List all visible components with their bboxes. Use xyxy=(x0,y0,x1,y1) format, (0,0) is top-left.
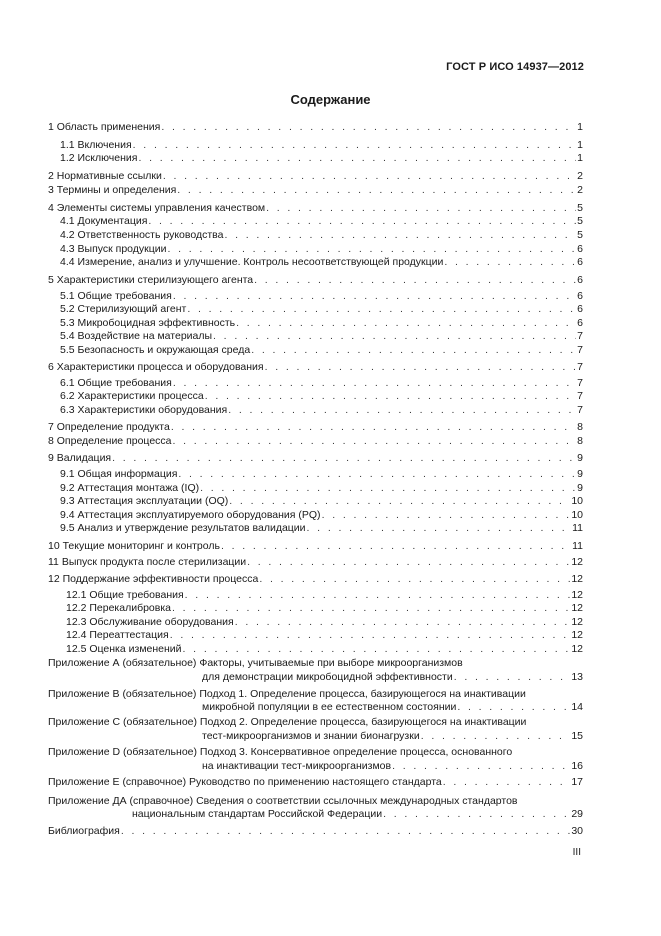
toc-entry-page: 12 xyxy=(571,643,583,655)
dot-leader xyxy=(138,152,576,165)
annex-prefix: Приложение D xyxy=(48,746,121,758)
dot-leader xyxy=(213,330,576,343)
annex-title-line1: (справочное) Сведения о соответствии ссылочных международных стандартов xyxy=(129,795,518,807)
toc-entry-page: 8 xyxy=(577,421,583,433)
toc-entry-page: 11 xyxy=(572,540,583,552)
annex-page: 13 xyxy=(571,671,583,683)
toc-entry[interactable] xyxy=(60,243,583,256)
annex-title-line2: на инактивации тест-микроорганизмов xyxy=(202,760,392,772)
toc-entry-page: 5 xyxy=(577,202,583,214)
toc-entry[interactable] xyxy=(48,202,583,215)
dot-leader xyxy=(307,522,572,535)
dot-leader xyxy=(173,435,577,448)
annex-title-line1: (обязательное) Подход 2. Определение процесса, базирующегося на инактивации xyxy=(123,716,527,728)
toc-entry-label: 12.2 Перекалибровка xyxy=(66,602,172,614)
toc-entry-label: 7 Определение продукта xyxy=(48,421,170,433)
annex-title-line1: (обязательное) Факторы, учитываемые при выборе микроорганизмов xyxy=(122,657,463,669)
dot-leader xyxy=(178,468,576,481)
page-title: Содержание xyxy=(290,92,371,107)
toc-entry[interactable] xyxy=(60,229,583,242)
toc-entry-page: 7 xyxy=(577,344,583,356)
annex-prefix: Приложение Е xyxy=(48,776,120,788)
dot-leader xyxy=(177,184,576,197)
annex-page: 16 xyxy=(571,760,583,772)
annex-page: 15 xyxy=(571,730,583,742)
toc-entry-page: 9 xyxy=(577,468,583,480)
toc-entry[interactable] xyxy=(60,509,583,522)
toc-entry-label: 12 Поддержание эффективности процесса xyxy=(48,573,259,585)
annex-page: 17 xyxy=(571,776,583,788)
toc-entry-page: 8 xyxy=(577,435,583,447)
toc-entry[interactable] xyxy=(48,573,583,586)
toc-entry-label: 4.1 Документация xyxy=(60,215,148,227)
toc-entry[interactable] xyxy=(66,602,583,615)
annex-entry[interactable] xyxy=(48,795,583,808)
dot-leader xyxy=(187,303,576,316)
toc-entry-page: 7 xyxy=(577,390,583,402)
toc-entry[interactable] xyxy=(60,303,583,316)
dot-leader xyxy=(172,602,570,615)
dot-leader xyxy=(173,377,576,390)
dot-leader xyxy=(236,317,576,330)
annex-title-line2: тест-микроорганизмов и знании бионагрузки xyxy=(202,730,420,742)
toc-entry-label: 10 Текущие мониторинг и контроль xyxy=(48,540,220,552)
dot-leader xyxy=(265,361,577,374)
annex-page: 14 xyxy=(571,701,583,713)
toc-entry-label: 5.5 Безопасность и окружающая среда xyxy=(60,344,251,356)
dot-leader xyxy=(205,390,576,403)
annex-title-line2: для демонстрации микробоцидной эффективности xyxy=(202,671,453,683)
toc-entry[interactable] xyxy=(48,556,583,569)
toc-entry-page: 9 xyxy=(577,482,583,494)
dot-leader xyxy=(183,643,571,656)
annex-entry[interactable] xyxy=(48,657,583,670)
annex-entry-continuation[interactable] xyxy=(202,760,583,773)
annex-prefix: Приложение ДА xyxy=(48,795,127,807)
toc-entry-label: 4.4 Измерение, анализ и улучшение. Контроль несоответствующей продукции xyxy=(60,256,444,268)
dot-leader xyxy=(170,629,571,642)
toc-entry-page: 5 xyxy=(577,215,583,227)
dot-leader xyxy=(454,671,571,684)
toc-entry-label: 3 Термины и определения xyxy=(48,184,177,196)
dot-leader xyxy=(421,730,571,743)
toc-entry[interactable] xyxy=(48,274,583,287)
dot-leader xyxy=(457,701,570,714)
toc-entry-page: 1 xyxy=(577,121,583,133)
dot-leader xyxy=(266,202,576,215)
toc-entry-page: 12 xyxy=(571,556,583,568)
annex-entry[interactable] xyxy=(48,776,583,789)
toc-entry[interactable] xyxy=(60,495,583,508)
dot-leader xyxy=(200,482,576,495)
toc-entry-page: 7 xyxy=(577,361,583,373)
toc-entry-page: 5 xyxy=(577,229,583,241)
toc-entry-label: 6 Характеристики процесса и оборудования xyxy=(48,361,264,373)
toc-entry-label: 6.1 Общие требования xyxy=(60,377,172,389)
toc-entry-label: 5.4 Воздействие на материалы xyxy=(60,330,213,342)
annex-entry-continuation[interactable] xyxy=(202,701,583,714)
toc-entry-page: 7 xyxy=(577,377,583,389)
annex-entry[interactable] xyxy=(48,716,583,729)
dot-leader xyxy=(383,808,570,821)
dot-leader xyxy=(173,290,576,303)
toc-entry-label: 6.2 Характеристики процесса xyxy=(60,390,204,402)
toc-entry-page: 6 xyxy=(577,256,583,268)
toc-entry-label: 11 Выпуск продукта после стерилизации xyxy=(48,556,247,568)
page-number: III xyxy=(572,847,581,858)
toc-entry[interactable] xyxy=(60,330,583,343)
toc-entry-label: 4.3 Выпуск продукции xyxy=(60,243,167,255)
bibliography-entry[interactable] xyxy=(48,825,583,838)
dot-leader xyxy=(168,243,577,256)
annex-entry-continuation[interactable] xyxy=(132,808,583,821)
toc-entry-label: 5 Характеристики стерилизующего агента xyxy=(48,274,254,286)
dot-leader xyxy=(221,540,571,553)
toc-entry-page: 9 xyxy=(577,452,583,464)
toc-entry-page: 2 xyxy=(577,184,583,196)
toc-entry[interactable] xyxy=(60,139,583,152)
dot-leader xyxy=(322,509,571,522)
annex-entry-continuation[interactable] xyxy=(202,730,583,743)
annex-title-line1: (обязательное) Подход 1. Определение процесса, базирующегося на инактивации xyxy=(122,688,526,700)
toc-entry[interactable] xyxy=(48,170,583,183)
toc-entry[interactable] xyxy=(60,522,583,535)
dot-leader xyxy=(247,556,570,569)
dot-leader xyxy=(254,274,576,287)
dot-leader xyxy=(235,616,571,629)
annex-entry[interactable] xyxy=(48,688,583,701)
toc-entry-page: 12 xyxy=(571,629,583,641)
toc-entry[interactable] xyxy=(60,152,583,165)
toc-entry[interactable] xyxy=(60,290,583,303)
toc-entry-page: 6 xyxy=(577,243,583,255)
annex-entry[interactable] xyxy=(48,746,583,759)
toc-entry-page: 12 xyxy=(571,602,583,614)
toc-entry-page: 6 xyxy=(577,317,583,329)
toc-entry-page: 6 xyxy=(577,303,583,315)
standard-code: ГОСТ Р ИСО 14937—2012 xyxy=(446,61,584,73)
toc-entry-page: 1 xyxy=(577,152,583,164)
annex-title-line2: национальным стандартам Российской Федерации xyxy=(132,808,383,820)
toc-entry-page: 11 xyxy=(572,522,583,534)
toc-entry-label: 5.3 Микробоцидная эффективность xyxy=(60,317,236,329)
toc-entry[interactable] xyxy=(60,482,583,495)
toc-entry-label: 9.5 Анализ и утверждение результатов валидации xyxy=(60,522,306,534)
toc-entry-label: 2 Нормативные ссылки xyxy=(48,170,162,182)
toc-entry[interactable] xyxy=(48,121,583,134)
toc-entry-label: 8 Определение процесса xyxy=(48,435,172,447)
toc-entry-label: 12.5 Оценка изменений xyxy=(66,643,182,655)
bibliography-label: Библиография xyxy=(48,825,120,837)
annex-title-line2: микробной популяции в ее естественном состоянии xyxy=(202,701,457,713)
toc-entry-label: 6.3 Характеристики оборудования xyxy=(60,404,228,416)
toc-entry[interactable] xyxy=(60,377,583,390)
toc-entry-label: 9.4 Аттестация эксплуатируемого оборудования (PQ) xyxy=(60,509,321,521)
toc-entry-label: 12.4 Переаттестация xyxy=(66,629,169,641)
annex-prefix: Приложение А xyxy=(48,657,120,669)
toc-entry-label: 1.1 Включения xyxy=(60,139,132,151)
toc-entry-label: 12.1 Общие требования xyxy=(66,589,184,601)
toc-entry[interactable] xyxy=(66,643,583,656)
toc-entry[interactable] xyxy=(60,468,583,481)
dot-leader xyxy=(251,344,576,357)
dot-leader xyxy=(171,421,576,434)
toc-entry-page: 10 xyxy=(571,509,583,521)
bibliography-page: 30 xyxy=(571,825,583,837)
toc-entry-page: 6 xyxy=(577,290,583,302)
toc-entry-label: 9 Валидация xyxy=(48,452,112,464)
toc-entry[interactable] xyxy=(60,390,583,403)
toc-entry-page: 7 xyxy=(577,330,583,342)
toc-entry-label: 9.3 Аттестация эксплуатации (OQ) xyxy=(60,495,229,507)
dot-leader xyxy=(392,760,570,773)
annex-page: 29 xyxy=(571,808,583,820)
toc-entry-label: 9.1 Общая информация xyxy=(60,468,178,480)
toc-entry[interactable] xyxy=(60,344,583,357)
toc-entry[interactable] xyxy=(66,629,583,642)
toc-entry-label: 12.3 Обслуживание оборудования xyxy=(66,616,234,628)
toc-entry-page: 12 xyxy=(571,589,583,601)
annex-prefix: Приложение С xyxy=(48,716,121,728)
toc-entry[interactable] xyxy=(48,184,583,197)
toc-entry-page: 12 xyxy=(571,616,583,628)
dot-leader xyxy=(259,573,570,586)
toc-entry-label: 1.2 Исключения xyxy=(60,152,138,164)
toc-entry-label: 9.2 Аттестация монтажа (IQ) xyxy=(60,482,200,494)
dot-leader xyxy=(163,170,576,183)
toc-entry[interactable] xyxy=(48,421,583,434)
toc-entry[interactable] xyxy=(48,361,583,374)
dot-leader xyxy=(121,825,570,838)
dot-leader xyxy=(443,776,571,789)
toc-entry-label: 4 Элементы системы управления качеством xyxy=(48,202,266,214)
annex-entry-continuation[interactable] xyxy=(202,671,583,684)
toc-entry-label: 1 Область применения xyxy=(48,121,161,133)
toc-entry-label: 4.2 Ответственность руководства xyxy=(60,229,224,241)
toc-entry[interactable] xyxy=(66,616,583,629)
dot-leader xyxy=(228,404,576,417)
dot-leader xyxy=(224,229,576,242)
toc-entry[interactable] xyxy=(48,540,583,553)
toc-entry[interactable] xyxy=(60,215,583,228)
toc-entry-page: 6 xyxy=(577,274,583,286)
toc-entry[interactable] xyxy=(60,256,583,269)
toc-entry-label: 5.1 Общие требования xyxy=(60,290,172,302)
toc-entry-page: 7 xyxy=(577,404,583,416)
toc-entry-page: 12 xyxy=(571,573,583,585)
toc-entry[interactable] xyxy=(48,452,583,465)
dot-leader xyxy=(112,452,576,465)
toc-entry-page: 1 xyxy=(577,139,583,151)
dot-leader xyxy=(161,121,576,134)
annex-title xyxy=(48,776,442,789)
toc-entry[interactable] xyxy=(48,435,583,448)
dot-leader xyxy=(229,495,570,508)
annex-prefix: Приложение В xyxy=(48,688,120,700)
dot-leader xyxy=(185,589,571,602)
dot-leader xyxy=(148,215,576,228)
toc-entry-label: 5.2 Стерилизующий агент xyxy=(60,303,187,315)
toc-entry[interactable] xyxy=(60,404,583,417)
toc-entry-page: 10 xyxy=(571,495,583,507)
toc-entry-page: 2 xyxy=(577,170,583,182)
toc-entry[interactable] xyxy=(60,317,583,330)
toc-entry[interactable] xyxy=(66,589,583,602)
annex-title-line1: (справочное) Руководство по применению настоящего стандарта xyxy=(122,776,442,788)
annex-title-line1: (обязательное) Подход 3. Консервативное определение процесса, основанного xyxy=(123,746,513,758)
dot-leader xyxy=(444,256,576,269)
dot-leader xyxy=(133,139,576,152)
